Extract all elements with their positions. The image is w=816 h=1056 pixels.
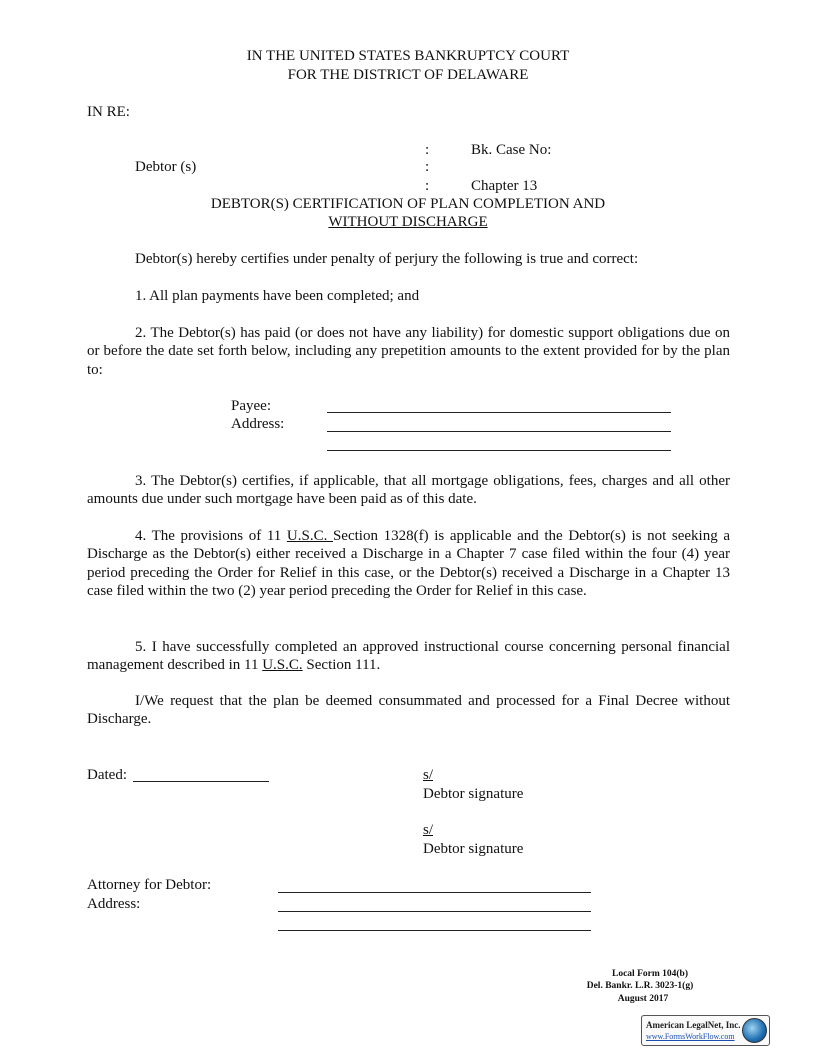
signature-mark-1 (423, 767, 433, 784)
item-2: 2. The Debtor(s) has paid (or does not have any liability) for domestic support obligations due on or before the date set forth below, including any prepetition amounts to the extent provided for by the plan to: (87, 325, 730, 378)
court-name-line1: IN THE UNITED STATES BANKRUPTCY COURT (246, 48, 570, 64)
payee-address-line-2[interactable] (327, 450, 671, 451)
court-name-line2: FOR THE DISTRICT OF DELAWARE (287, 67, 529, 83)
document-title-line2-text: WITHOUT DISCHARGE (328, 214, 488, 230)
item-5-text-a: 5. I have successfully completed an approved instructional course concerning personal financial management described in 11 (87, 639, 730, 674)
certification-intro: Debtor(s) hereby certifies under penalty of perjury the following is true and correct: (135, 251, 639, 267)
attorney-address-line-1[interactable] (278, 911, 591, 912)
payee-line[interactable] (327, 412, 671, 413)
item-5-usc: U.S.C. (262, 657, 303, 674)
dated-label: Dated: (87, 767, 127, 783)
caption-colon: : (425, 142, 430, 158)
attorney-address-line-2[interactable] (278, 930, 591, 931)
payee-address-label: Address: (231, 416, 285, 432)
case-number-label: Bk. Case No: (471, 142, 552, 158)
form-number: Local Form 104(b) (612, 969, 688, 979)
attorney-label: Attorney for Debtor: (87, 877, 212, 893)
item-5 (87, 638, 730, 675)
item-1: 1. All plan payments have been completed; and (135, 288, 420, 304)
american-legalnet-logo[interactable] (641, 1015, 770, 1046)
debtor-label: Debtor (s) (135, 159, 197, 175)
signature-mark-2 (423, 822, 433, 839)
local-rule: Del. Bankr. L.R. 3023-1(g) (586, 981, 694, 991)
form-date: August 2017 (617, 994, 669, 1004)
debtor-signature-label-1: Debtor signature (423, 786, 524, 802)
document-title-line2 (0, 214, 816, 231)
chapter-label: Chapter 13 (471, 178, 538, 194)
signature-mark-1-text: s/ (423, 767, 434, 783)
payee-address-line-1[interactable] (327, 431, 671, 432)
item-5-text-b: Section 111. (302, 657, 381, 674)
logo-company: American LegalNet, Inc. (646, 1020, 741, 1030)
item-3: 3. The Debtor(s) certifies, if applicable, that all mortgage obligations, fees, charges and all other amounts due under such mortgage have been paid as of this date. (87, 473, 730, 508)
in-re-label: IN RE: (87, 104, 130, 120)
dated-line[interactable] (133, 781, 269, 782)
attorney-address-label: Address: (87, 896, 141, 912)
document-title-line1: DEBTOR(S) CERTIFICATION OF PLAN COMPLETION AND (210, 196, 606, 212)
item-4-usc: U.S.C. (286, 528, 333, 544)
item-4 (87, 527, 730, 601)
request-paragraph: I/We request that the plan be deemed consummated and processed for a Final Decree without Discharge. (87, 693, 730, 728)
attorney-line[interactable] (278, 892, 591, 893)
logo-website-link[interactable]: www.FormsWorkFlow.com (646, 1032, 735, 1041)
item-4-text-b: Section 1328(f) is applicable and the Debtor(s) is not seeking a Discharge as the Debtor(s) either received a Discharge in a Chapter 7 case filed within the four (4) year period preceding the Order for Relief in this case, or the Debtor(s) received a Discharge in a Chapter 13 case filed within the two (2) year period preceding the Order for Relief in this case. (87, 528, 730, 600)
globe-icon (742, 1018, 767, 1043)
caption-colon: : (425, 159, 430, 175)
debtor-signature-label-2: Debtor signature (423, 841, 524, 857)
signature-mark-2-text: s/ (423, 822, 434, 838)
item-4-text-a: 4. The provisions of 11 (135, 528, 287, 544)
caption-colon: : (425, 178, 430, 194)
payee-label: Payee: (231, 398, 271, 414)
